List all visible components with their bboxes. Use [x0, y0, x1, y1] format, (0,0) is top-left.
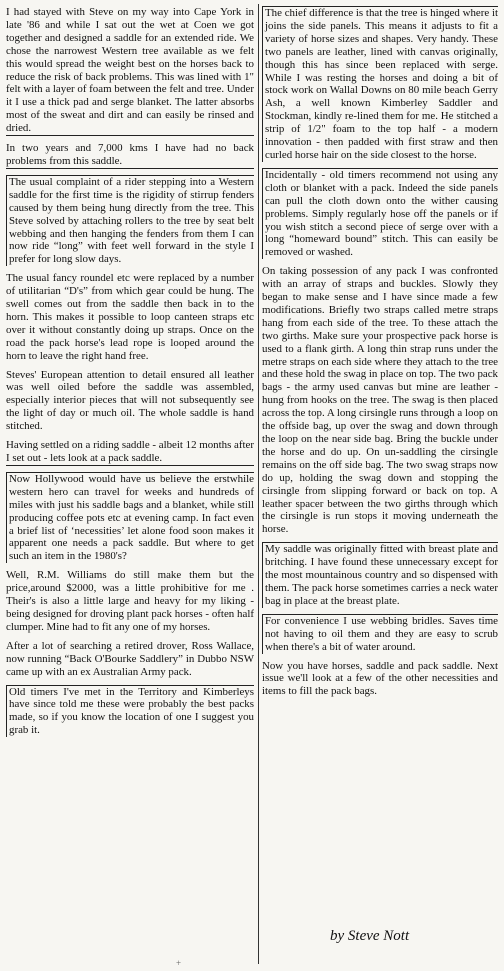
paragraph: Having settled on a riding saddle - albeit 12 months after I set out - lets look at a pack saddle.: [6, 439, 255, 464]
paragraph: After a lot of searching a retired drover, Ross Wallace, now running “Back O'Bourke Saddlery” in Dubbo NSW came up with an ex Australian Army pack.: [6, 639, 254, 678]
page-mark: +: [176, 958, 182, 968]
paragraph: Now you have horses, saddle and pack saddle. Next issue we'll look at a few of the other necessities and items to fill the pack bags.: [262, 659, 498, 698]
paragraph: I had stayed with Steve on my way into Cape York in late '86 and while I sat out the wet at Coen we got together and designed a saddle for an extended ride. We chose the narrowest Western tree available as we felt this would spread the weight best on the horses back to reduce the risk of back problems. This was lined with 1" felt with a layer of foam between the felt and tree. Under it I use a thick pad and serge blanket. The latter absorbs most of the sweat and dirt and can easily be rinsed and dried.: [6, 6, 254, 135]
paragraph: Old timers I've met in the Territory and Kimberleys have since told me these were probably the best packs made, so if you know the location of one I suggest you grab it.: [6, 685, 254, 738]
paragraph: The usual complaint of a rider stepping into a Western saddle for the first time is the rigidity of stirrup fenders caused by them being hung directly from the tree. This Steve solved by attaching rollers to the tree by seat belt webbing and then hanging the fenders from them I can now ride “long” with feet well forward in the style I prefer for long slow days.: [6, 175, 254, 266]
paragraph: The usual fancy roundel etc were replaced by a number of utilitarian “D's” from which gear could be hung. The swell comes out from the saddle then back in to the horn. This makes it possible to loop canteen straps etc over it without constantly doing up straps. Once on the road the pack horse's lead rope is looped around the horn to leave the right hand free.: [6, 272, 254, 362]
paragraph: Now Hollywood would have us believe the erstwhile western hero can travel for weeks and hundreds of miles with just his saddle bags and a blanket, while still producing coffee pots etc at evening camp. In fact even a brief list of ‘necessities’ let alone food soon makes it apparent one needs a pack saddle. But where to get such an item in the 1980's?: [6, 472, 254, 563]
right-column: [262, 6, 498, 704]
paragraph: Steves' European attention to detail ensured all leather was well oiled before the saddle was assembled, especially interior pieces that will not subsequently see the light of day or much oil. The whole saddle is hand stitched.: [6, 368, 254, 433]
column-divider: [258, 4, 259, 964]
byline: by Steve Nott: [330, 928, 410, 944]
paragraph: My saddle was originally fitted with breast plate and britching. I have found these unnecessary except for the most mountainous country and so dispensed with them. The pack horse sometimes carries a neck water bag in place at the breast plate.: [262, 542, 498, 608]
left-column: [6, 6, 254, 743]
paragraph: Incidentally - old timers recommend not using any cloth or blanket with a pack. Indeed the side panels can pull the cloth down onto the wither causing problems. Simply regularly hose off the panels or if you wish stitch a second piece of serge over with a long “homeward bound” stitch. This can easily be removed or washed.: [262, 168, 498, 259]
paragraph: In two years and 7,000 kms I have had no back problems from this saddle.: [6, 142, 254, 167]
paragraph: The chief difference is that the tree is hinged where it joins the side panels. This means it adjusts to fit a variety of horse sizes and shapes. Very handy. These two panels are leather, lined with canvas originally, though this has since been replaced with serge. While I was resting the horses and doing a bit of stock work on Wallal Downs on 80 mile beach Gerry Ash, a well known Kimberley Saddler and Stockman, kindly re-lined them for me. He stitched a strip of 1/2" foam to the top half - a modern innovation - then padded with first straw and then curled horse hair on the side closest to the horse.: [262, 6, 498, 162]
paragraph: Well, R.M. Williams do still make them but the price,around $2000, was a little prohibitive for me . Their's is also a little large and heavy for my liking - being designed for droving plant pack horses - often half clumper. Mine had to fit any one of my horses.: [6, 569, 254, 633]
paragraph: On taking possession of any pack I was confronted with an array of straps and buckles. Slowly they began to make sense and I have since made a few modifications. Briefly two straps called metre straps hang from each side of the tree. To these attach the two girths. Make sure your prospective pack horse is used to a flank girth. A long thin strap runs under the metre straps on each side where they attach to the tree and these hold the swag in place on top. The two pack bags - the army used canvas but mine are leather - hung from hooks on the tree. The swag is then placed across the top. A long cirsingle runs through a loop on the offside bag, up over the swag and down through the loop on the near side bag. Bring the buckle under the horse and do up. On un-saddling the cirsingle remains on the off side bag. The two swag straps now do up, holding the swag down and stopping the cirsingle from slipping forward or back on top. A leather spacer between the two girths through which the cirsingle is run stops it moving underneath the horse.: [262, 265, 498, 536]
paragraph: For convenience I use webbing bridles. Saves time not having to oil them and they are easy to scrub when there's a bit of water around.: [262, 614, 498, 654]
